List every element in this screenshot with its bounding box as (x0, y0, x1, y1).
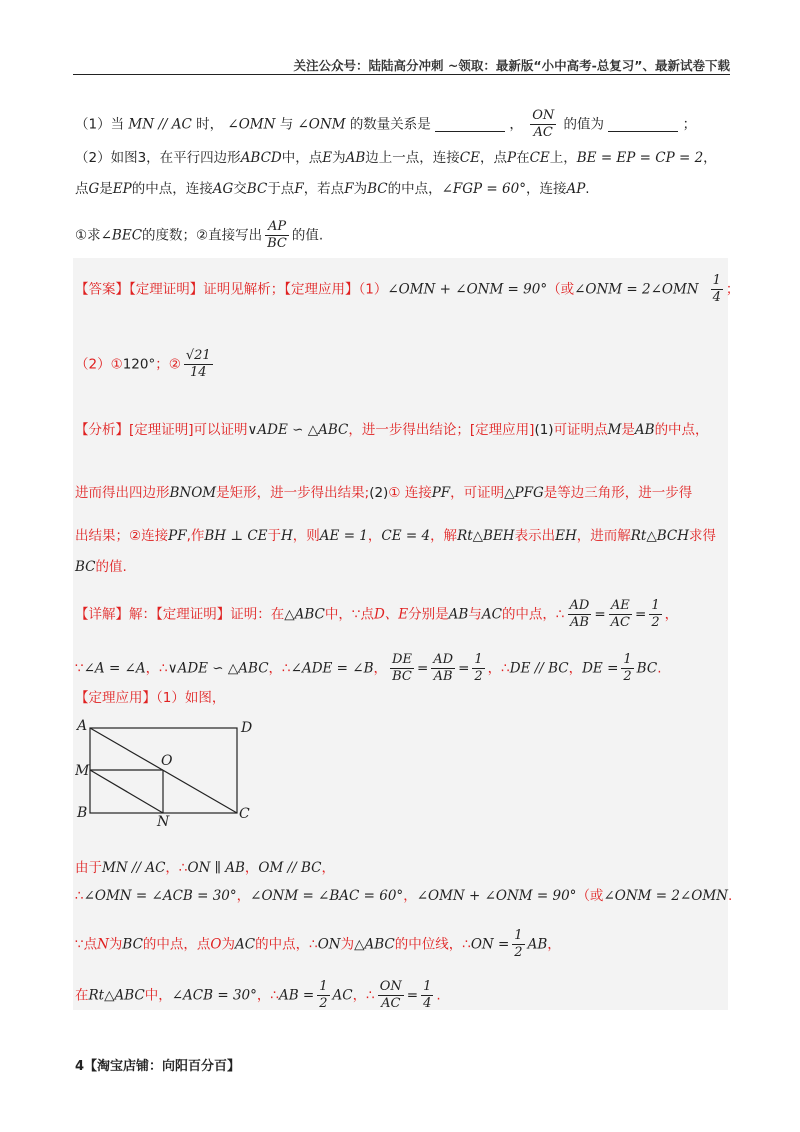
math: ∠OMN = ∠ACB = 30° (83, 888, 237, 904)
math: AG (212, 181, 234, 197)
text: ； (682, 116, 697, 133)
math: ∠ONM (297, 116, 346, 133)
math: BH ⊥ CE (204, 528, 268, 544)
text: 为 (108, 936, 123, 953)
math: BC (636, 660, 658, 677)
answer-blank (435, 117, 505, 132)
denominator: AB (569, 615, 589, 630)
numerator: 1 (623, 652, 632, 667)
math: BE = EP = CP = 2 (576, 150, 704, 166)
math: ∠ACB = 30° (171, 987, 257, 1004)
text: . (436, 987, 441, 1004)
math: OM // BC (258, 860, 322, 876)
text: ，∴ (352, 987, 375, 1004)
solution-line3 (75, 928, 561, 961)
analysis-line4 (75, 557, 127, 577)
text: 与 (468, 606, 482, 623)
text: ，可证明 (450, 485, 505, 501)
fraction (265, 219, 289, 252)
numerator: AD (433, 652, 454, 667)
denominator: BC (392, 669, 412, 684)
math: = (406, 987, 419, 1004)
math: CE = 4 (381, 528, 431, 544)
text: 【答案】【定理证明】证明见解析；【定理应用】（1） (75, 281, 388, 298)
math: ON (317, 936, 341, 953)
math: = (594, 606, 606, 623)
math: CE (459, 150, 480, 166)
math: MN // AC (102, 860, 166, 876)
text: 边上一点，连接 (365, 150, 460, 166)
math: ON ∥ AB (187, 860, 245, 876)
text: ，连接 (525, 181, 567, 197)
text: ， (367, 528, 382, 544)
text: 【分析】[定理证明]可以证明 (75, 422, 248, 438)
text: 中，∵点 (324, 606, 374, 623)
text: ∵点 (75, 936, 98, 953)
math: AP (566, 181, 586, 197)
math: P (506, 150, 517, 166)
label-a: A (77, 718, 88, 734)
text: 的值. (95, 559, 127, 575)
math: ∠OMN (227, 116, 276, 133)
math: (1) (534, 422, 554, 438)
text: 点 (75, 181, 89, 197)
numerator: ON (532, 108, 555, 123)
math: ABCD (240, 150, 282, 166)
text: 求得 (688, 528, 716, 544)
math: AC (332, 987, 353, 1004)
answer-line1 (75, 273, 739, 306)
text: 是 (99, 181, 113, 197)
numerator: 1 (712, 273, 721, 288)
numerator: AE (609, 598, 632, 615)
math: F (294, 181, 304, 197)
text: 是等边三角形，进一步得 (543, 485, 693, 501)
denominator: AC (610, 615, 630, 630)
math: △ABC (284, 606, 325, 623)
text: 分别是 (408, 606, 449, 623)
text: ， (244, 860, 259, 876)
math: 120° (122, 356, 156, 373)
math: = (635, 606, 647, 623)
math: F (344, 181, 354, 197)
math: ∠ONM = ∠BAC = 60° (250, 888, 404, 904)
text: （或 (547, 281, 575, 298)
question-part2-line3 (75, 219, 323, 252)
math: AB (448, 606, 469, 623)
math: PF (168, 528, 187, 544)
text: ；② (155, 356, 181, 373)
text: ，∴ (487, 660, 510, 677)
text: ，∴ (268, 660, 291, 677)
denominator: 2 (623, 669, 632, 684)
fraction (568, 598, 592, 631)
denominator: 2 (514, 945, 523, 960)
fraction (421, 979, 433, 1012)
text: 的度数；②直接写出 (142, 227, 263, 244)
text: 于 (267, 528, 282, 544)
math: ∠A = ∠A (83, 660, 146, 677)
text: 为 (221, 936, 235, 953)
denominator: AC (381, 996, 401, 1011)
text: 的中位线，∴ (394, 936, 471, 953)
numerator: √21 (185, 348, 211, 363)
text: ，若点 (303, 181, 345, 197)
fraction (530, 108, 556, 141)
text: 【详解】解：【定理证明】证明：在 (75, 606, 285, 623)
text: 于点 (267, 181, 295, 197)
text: . (727, 888, 733, 904)
math: H (281, 528, 293, 544)
text: ，进一步得出结论；[定理应用] (348, 422, 535, 438)
math: E (322, 150, 333, 166)
denominator: 2 (474, 669, 483, 684)
math: △PFG (504, 485, 544, 501)
text: 的值. (291, 227, 324, 244)
numerator: 1 (423, 979, 432, 994)
math: ON = (470, 936, 510, 953)
detail-line2 (75, 652, 661, 685)
fraction (649, 598, 661, 631)
fraction (609, 598, 632, 631)
math: Rt△BEH (457, 528, 515, 544)
answer-blank (608, 117, 678, 132)
text: ① 连接 (388, 485, 432, 501)
math: AB = (278, 987, 315, 1004)
numerator: 1 (514, 928, 523, 943)
text: ， (509, 116, 523, 133)
math: (2) (369, 485, 389, 501)
text: 的中点， (387, 181, 442, 197)
numerator: DE (392, 652, 412, 667)
denominator: 2 (319, 996, 328, 1011)
text: （2）① (75, 356, 123, 373)
math: N (97, 936, 109, 953)
text: 表示出 (514, 528, 556, 544)
fraction (512, 928, 524, 961)
text: （2）如图3，在平行四边形 (75, 150, 241, 166)
text: ， (703, 150, 717, 166)
numerator: ON (379, 979, 402, 994)
denominator: BC (267, 236, 287, 251)
text: 为 (332, 150, 346, 166)
text: 为 (353, 181, 368, 197)
math: AB (527, 936, 548, 953)
label-b: B (77, 805, 88, 821)
header-divider (73, 74, 730, 75)
text: ； (725, 281, 740, 298)
fraction (431, 652, 455, 685)
text: 是 (621, 422, 635, 438)
text: 中，点 (281, 150, 323, 166)
math: ∠BEC (100, 227, 143, 244)
math: EH (555, 528, 577, 544)
math: ∠FGP = 60° (441, 181, 526, 197)
question-part2-line2 (75, 179, 590, 199)
math: G (88, 181, 100, 197)
math: ∠OMN + ∠ONM = 90° (387, 281, 548, 298)
label-m: M (75, 763, 90, 779)
math: EP (112, 181, 132, 197)
math: AB (634, 422, 655, 438)
fraction (711, 273, 723, 306)
numerator: AD (569, 598, 590, 613)
solution-line4 (75, 979, 441, 1012)
text: ，∴ (165, 860, 188, 876)
text: ①求 (75, 227, 101, 244)
analysis-line1 (75, 420, 709, 440)
question-part1 (75, 108, 696, 141)
text: 进而得出四边形 (75, 485, 170, 501)
text: 的值为 (563, 116, 605, 133)
denominator: 14 (189, 365, 207, 380)
text: ， (321, 860, 335, 876)
text: 的中点，连接 (131, 181, 213, 197)
solution-line1 (75, 858, 335, 878)
denominator: AB (433, 669, 453, 684)
page-header: 关注公众号：陆陆高分冲刺 ~领取：最新版“小中高考-总复习”、最新试卷下载 (293, 58, 730, 73)
text: 交 (233, 181, 247, 197)
text: ，进而解 (576, 528, 631, 544)
math: ∨ADE ∽ △ABC (247, 422, 349, 438)
text: 由于 (75, 860, 102, 876)
label-c: C (239, 806, 250, 822)
text: ， (236, 888, 251, 904)
text: ，解 (430, 528, 458, 544)
solution-line2 (75, 886, 732, 906)
math: MN // AC (128, 116, 192, 133)
math: BC (246, 181, 268, 197)
segment-mn (90, 770, 163, 813)
math: AB (345, 150, 366, 166)
fraction (472, 652, 484, 685)
text: ， (547, 936, 561, 953)
math: ∠OMN + ∠ONM = 90° (416, 888, 577, 904)
fraction (317, 979, 329, 1012)
text: 中， (144, 987, 172, 1004)
text: 的数量关系是 (349, 116, 431, 133)
math: ∠ONM = 2∠OMN (603, 888, 728, 904)
text: 【定理应用】（1）如图， (75, 690, 226, 706)
label-n: N (157, 814, 170, 828)
math: AC (481, 606, 502, 623)
denominator: AC (533, 125, 553, 140)
fraction (378, 979, 404, 1012)
numerator: 1 (319, 979, 328, 994)
detail-line3 (75, 688, 225, 708)
math: DE // BC (509, 660, 569, 677)
text: . (657, 660, 662, 677)
math: ∨ADE ∽ △ABC (167, 660, 269, 677)
label-o: O (161, 753, 173, 769)
text: 与 (279, 116, 294, 133)
text: 出结果；②连接 (75, 528, 169, 544)
text: 在 (75, 987, 89, 1004)
analysis-line2 (75, 483, 692, 503)
text: ， (664, 606, 679, 623)
denominator: 4 (423, 996, 432, 1011)
math: ∠ADE = ∠B (290, 660, 374, 677)
math: DE = (582, 660, 619, 677)
label-d: D (241, 720, 253, 736)
math: AE = 1 (319, 528, 368, 544)
text: ，点 (479, 150, 507, 166)
text: ∴ (75, 888, 84, 904)
text: ,作 (186, 528, 205, 544)
detail-line1 (75, 598, 678, 631)
text: 的中点，点 (142, 936, 211, 953)
text: ，∴ (145, 660, 168, 677)
math: PF (431, 485, 451, 501)
analysis-line3 (75, 526, 716, 546)
text: 可证明点 (553, 422, 608, 438)
text: （或 (576, 888, 604, 904)
text: ， (568, 660, 583, 677)
fraction (184, 348, 213, 381)
page-footer: 4【淘宝店铺：向阳百分百】 (75, 1059, 241, 1074)
numerator: AP (265, 219, 289, 236)
text: 是矩形，进一步得出结果; (216, 485, 370, 501)
math: BC (75, 559, 96, 575)
text: 的中点， (654, 422, 709, 438)
text: 的中点，∴ (255, 936, 318, 953)
math: M (607, 422, 622, 438)
math: △ABC (354, 936, 395, 953)
math: BC (122, 936, 143, 953)
text: . (585, 181, 590, 197)
math: = (458, 660, 470, 677)
math: = (416, 660, 429, 677)
text: ， (403, 888, 417, 904)
denominator: 2 (651, 615, 660, 630)
math: Rt△ABC (88, 987, 145, 1004)
math: ∠ONM = 2∠OMN (574, 281, 699, 298)
math: AC (235, 936, 256, 953)
fraction (390, 652, 414, 685)
math: CE (529, 150, 550, 166)
math: BC (367, 181, 388, 197)
math: D、E (373, 606, 409, 623)
fraction (621, 652, 633, 685)
numerator: 1 (474, 652, 483, 667)
text: 时， (196, 116, 224, 133)
math: Rt△BCH (630, 528, 689, 544)
answer-line2 (75, 348, 216, 381)
text: ， (373, 660, 388, 677)
text: 上， (549, 150, 577, 166)
text: ，则 (292, 528, 320, 544)
numerator: 1 (651, 598, 660, 613)
text: （1）当 (75, 116, 125, 133)
text: 为 (340, 936, 355, 953)
text: ，∴ (256, 987, 279, 1004)
math: BNOM (169, 485, 217, 501)
text: ∵ (75, 660, 84, 677)
figure-svg (75, 718, 255, 828)
math: O (210, 936, 222, 953)
text: 的中点，∴ (501, 606, 565, 623)
question-part2-line1 (75, 148, 717, 168)
denominator: 4 (712, 290, 721, 305)
geometry-figure (75, 718, 255, 832)
text: 在 (516, 150, 530, 166)
